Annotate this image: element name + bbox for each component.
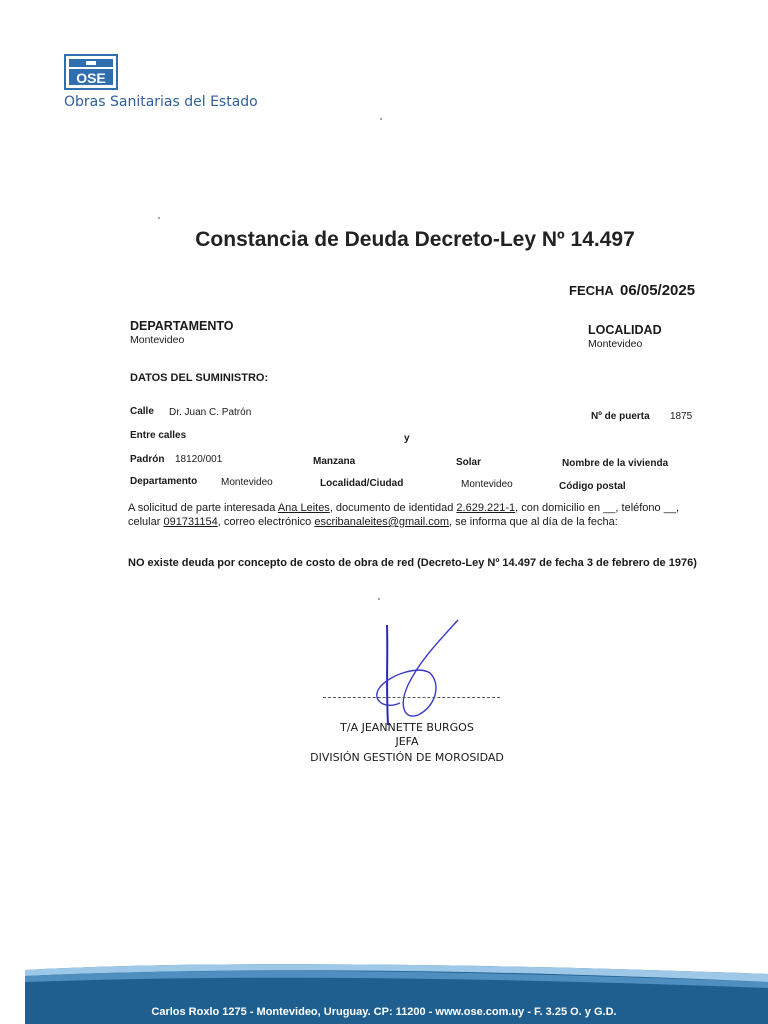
puerta-value: 1875: [670, 411, 693, 422]
scan-speck: [380, 118, 382, 120]
organization-name: Obras Sanitarias del Estado: [64, 94, 258, 110]
padron-value: 18120/001: [175, 454, 223, 465]
ose-logo: [64, 54, 118, 90]
departamento-value: Montevideo: [130, 334, 185, 346]
footer-address: Carlos Roxlo 1275 - Montevideo, Uruguay. CP: 11200 - www.ose.com.uy - F. 3.25 O. y G.D.: [151, 1006, 617, 1018]
para-name: Ana Leites: [277, 502, 330, 514]
loc-label: Localidad/Ciudad: [320, 478, 404, 489]
puerta-label: Nº de puerta: [591, 411, 650, 422]
vivienda-label: Nombre de la vivienda: [562, 458, 669, 469]
localidad-value: Montevideo: [588, 338, 643, 350]
calle-value: Dr. Juan C. Patrón: [169, 407, 252, 418]
request-paragraph: [128, 501, 690, 529]
padron-label: Padrón: [130, 454, 165, 465]
entre-calles-label: Entre calles: [130, 430, 187, 441]
departamento-label: DEPARTAMENTO: [130, 319, 234, 333]
postal-label: Código postal: [559, 481, 626, 492]
fecha-label: FECHA: [569, 283, 614, 298]
signer-role: JEFA: [395, 735, 419, 748]
signer-name: T/A JEANNETTE BURGOS: [340, 721, 474, 734]
para-text-5: , se informa que al día de la fecha:: [449, 516, 618, 528]
document-title: Constancia de Deuda Decreto-Ley Nº 14.497: [195, 228, 635, 251]
signature-line: [323, 697, 500, 698]
solar-label: Solar: [456, 457, 482, 468]
para-text-4: , correo electrónico: [217, 516, 315, 528]
loc-value: Montevideo: [461, 479, 513, 490]
entre-calles-y: y: [404, 433, 410, 444]
localidad-label: LOCALIDAD: [588, 323, 662, 337]
signer-division: DIVISIÓN GESTIÓN DE MOROSIDAD: [310, 751, 504, 764]
para-cel: 091731154: [163, 516, 218, 528]
para-text-3: , con domicilio en __, teléfono __, celular: [128, 502, 680, 528]
fecha-value: 06/05/2025: [620, 282, 696, 299]
declaration-text: NO existe deuda por concepto de costo de obra de red (Decreto-Ley Nº 14.497 de fecha 3 de febrero de 1976): [128, 557, 697, 569]
calle-label: Calle: [130, 406, 154, 417]
dep-label: Departamento: [130, 476, 198, 487]
para-text-2: , documento de identidad: [329, 502, 457, 514]
para-email: escribanaleites@gmail.com: [314, 516, 449, 528]
scan-speck: [378, 598, 380, 600]
logo-text: OSE: [76, 70, 106, 86]
handwritten-signature: [360, 615, 470, 735]
manzana-label: Manzana: [313, 456, 356, 467]
para-doc: 2.629.221-1: [456, 502, 516, 514]
dep-value: Montevideo: [221, 477, 273, 488]
suministro-heading: DATOS DEL SUMINISTRO:: [130, 372, 269, 384]
para-text-1: A solicitud de parte interesada: [128, 502, 278, 514]
scan-speck: [158, 217, 160, 219]
